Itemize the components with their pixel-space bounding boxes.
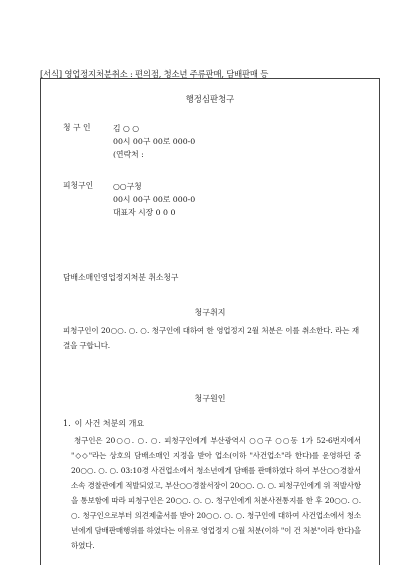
document-frame (40, 78, 380, 565)
respondent-name: ○○구청 (113, 182, 142, 191)
form-caption: [서식] 영업정지처분취소 : 편의점, 청소년 주류판매, 담배판매 등 (40, 69, 269, 79)
claimant-address: 00시 00구 00로 000-0 (113, 137, 196, 146)
document-title: 행정심판청구 (185, 94, 235, 104)
claimant-contact: (연락처 : (113, 150, 144, 159)
case-name: 담배소매인영업정지처분 취소청구 (63, 273, 179, 282)
section1-title: 이 사건 처분의 개요 (74, 419, 145, 428)
section1-number: 1. (63, 419, 71, 428)
section1-text: 청구인은 20○○. ○. ○. 피청구인에게 부산광역시 ○○구 ○○동 1가 52-6번지에서 "◇◇"라는 상호의 담배소매인 지정을 받아 업소(이하 "사건업소"라 한다)를 운영하던 중 20○○. ○. ○. 03:10경 사건업소에서 청소년에게 담배를 판매하였다 하여 부산○○경찰서 소속 경찰관에게 적발되었고, 부산○○경찰서장이 20○○. ○. ○. 피청구인에게 위 적발사항을 통보함에 따라 피청구인은 20○○. ○. ○. 청구인에게 처분사전통지를 한 후 20○○. ○. ○. 청구인으로부터 의견제출서를 받아 20○○. ○. ○. 청구인에 대하여 사건업소에서 청소년에게 담배판매행위를 하였다는 이유로 영업정지 ○월 처분(이하 "이 건 처분"이라 한다)을 하였다. (71, 436, 361, 550)
respondent-role-label: 피청구인 (63, 181, 94, 190)
section1-heading (63, 418, 144, 429)
respondent-representative: 대표자 시장 0 0 0 (113, 208, 176, 217)
reasons-heading: 청구원인 (194, 394, 226, 403)
respondent-address: 00시 00구 00로 000-0 (113, 195, 196, 204)
claimant-role-label: 청 구 인 (63, 123, 91, 132)
purpose-heading: 청구취지 (194, 308, 226, 317)
purpose-text: 피청구인이 20○○. ○. ○. 청구인에 대하여 한 영업정지 2월 처분은 이를 취소한다. 라는 재결을 구합니다. (63, 326, 359, 350)
claimant-name: 김 ○ ○ (113, 124, 140, 133)
